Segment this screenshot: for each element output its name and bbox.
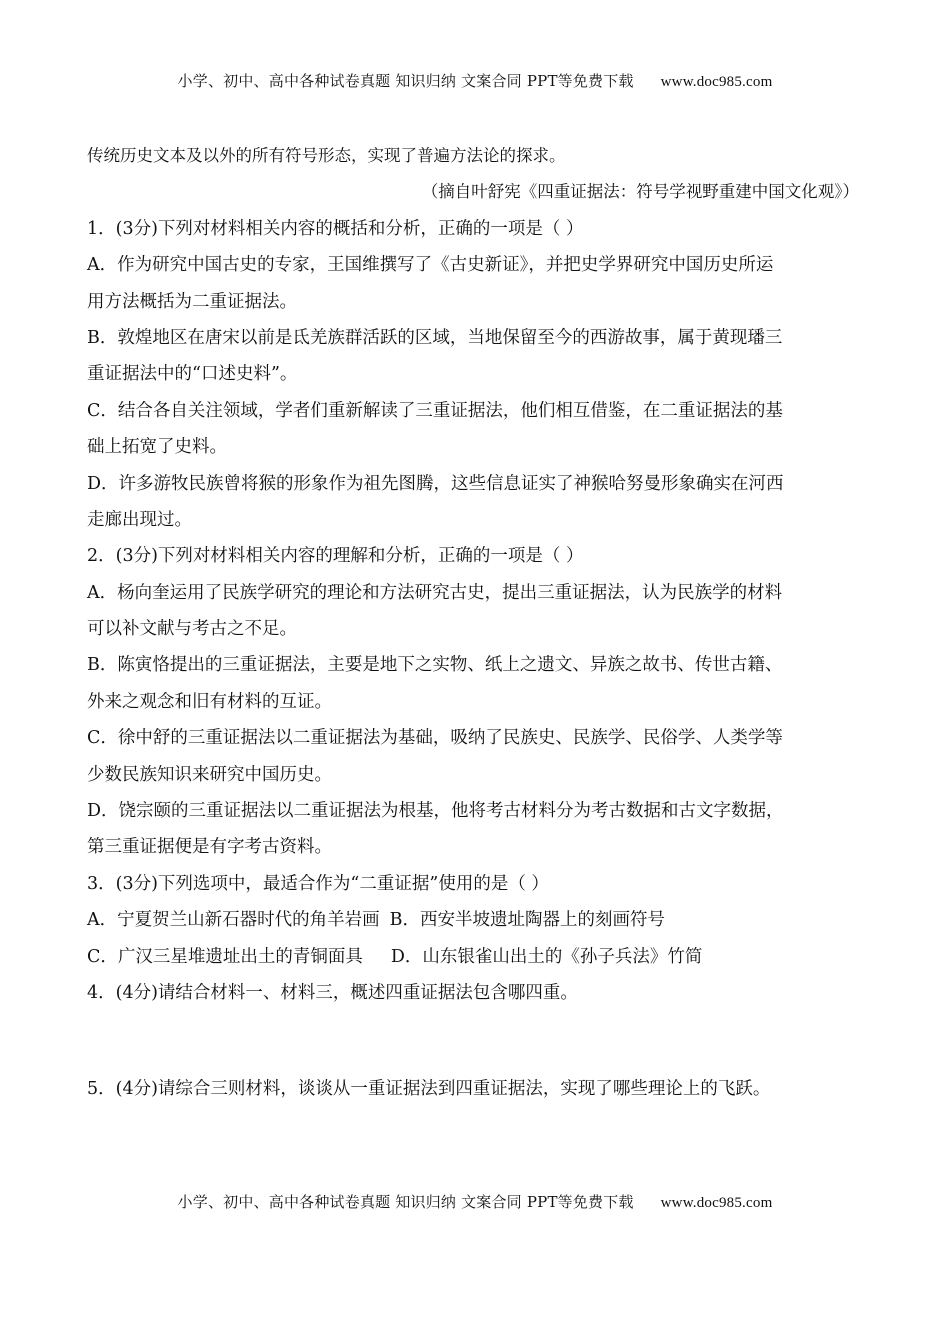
question-2-option-a: A．杨向奎运用了民族学研究的理论和方法研究古史，提出三重证据法，认为民族学的材料 xyxy=(87,582,783,603)
question-5-stem: 5．(4分)请综合三则材料，谈谈从一重证据法到四重证据法，实现了哪些理论上的飞跃。 xyxy=(87,1079,771,1100)
footer-site-link[interactable]: www.doc985.com xyxy=(660,1195,773,1211)
question-1-stem: 1．(3分)下列对材料相关内容的概括和分析，正确的一项是（ ） xyxy=(87,218,584,239)
question-3 xyxy=(87,873,867,982)
question-2-option-d-cont: 第三重证据便是有字考古资料。 xyxy=(87,837,332,858)
question-4-stem: 4．(4分)请结合材料一、材料三，概述四重证据法包含哪四重。 xyxy=(87,982,578,1003)
question-1-option-d: D．许多游牧民族曾将猴的形象作为祖先图腾，这些信息证实了神猴哈努曼形象确实在河西 xyxy=(87,473,784,494)
question-1 xyxy=(87,218,867,546)
question-1-option-c-cont: 础上拓宽了史料。 xyxy=(87,437,227,458)
question-2-option-b: B．陈寅恪提出的三重证据法，主要是地下之实物、纸上之遗文、异族之故书、传世古籍、 xyxy=(87,655,783,676)
page-header xyxy=(0,70,950,91)
question-2-option-d: D．饶宗颐的三重证据法以二重证据法为根基，他将考古材料分为考古数据和古文字数据， xyxy=(87,801,784,822)
question-1-option-c: C．结合各自关注领域，学者们重新解读了三重证据法，他们相互借鉴，在二重证据法的基 xyxy=(87,400,783,421)
passage-source: （摘自叶舒宪《四重证据法：符号学视野重建中国文化观》） xyxy=(421,182,859,202)
question-2-option-a-cont: 可以补文献与考古之不足。 xyxy=(87,619,297,640)
question-1-option-d-cont: 走廊出现过。 xyxy=(87,509,192,530)
passage-continuation: 传统历史文本及以外的所有符号形态，实现了普遍方法论的探求。 xyxy=(87,146,566,165)
question-3-option-a: A．宁夏贺兰山新石器时代的角羊岩画 xyxy=(87,910,380,931)
question-1-option-a: A．作为研究中国古史的专家，王国维撰写了《古史新证》，并把史学界研究中国历史所运 xyxy=(87,255,774,276)
header-site-link[interactable]: www.doc985.com xyxy=(660,74,773,90)
question-1-option-b: B．敦煌地区在唐宋以前是氐羌族群活跃的区域，当地保留至今的西游故事，属于黄现璠三 xyxy=(87,327,783,348)
question-1-option-a-cont: 用方法概括为二重证据法。 xyxy=(87,291,297,312)
question-2-option-c: C．徐中舒的三重证据法以二重证据法为基础，吸纳了民族史、民族学、民俗学、人类学等 xyxy=(87,728,783,749)
question-1-option-b-cont: 重证据法中的“口述史料”。 xyxy=(87,364,298,385)
question-3-option-c: C．广汉三星堆遗址出土的青铜面具 xyxy=(87,946,363,967)
question-4-answer-space xyxy=(87,1018,867,1078)
question-2-option-b-cont: 外来之观念和旧有材料的互证。 xyxy=(87,691,332,712)
exam-content xyxy=(87,145,867,1115)
header-text: 小学、初中、高中各种试卷真题 知识归纳 文案合同 PPT等免费下载 xyxy=(177,72,634,90)
question-2-option-c-cont: 少数民族知识来研究中国历史。 xyxy=(87,764,332,785)
question-3-option-b: B．西安半坡遗址陶器上的刻画符号 xyxy=(389,910,665,931)
question-3-option-d: D．山东银雀山出土的《孙子兵法》竹简 xyxy=(390,946,703,967)
footer-text: 小学、初中、高中各种试卷真题 知识归纳 文案合同 PPT等免费下载 xyxy=(177,1193,634,1211)
question-3-stem: 3．(3分)下列选项中，最适合作为“二重证据”使用的是（ ） xyxy=(87,873,549,894)
page-footer xyxy=(0,1191,950,1212)
question-2-stem: 2．(3分)下列对材料相关内容的理解和分析，正确的一项是（ ） xyxy=(87,546,584,567)
question-3-options-cd xyxy=(87,946,867,982)
question-2 xyxy=(87,545,867,873)
question-3-options-ab xyxy=(87,909,867,945)
